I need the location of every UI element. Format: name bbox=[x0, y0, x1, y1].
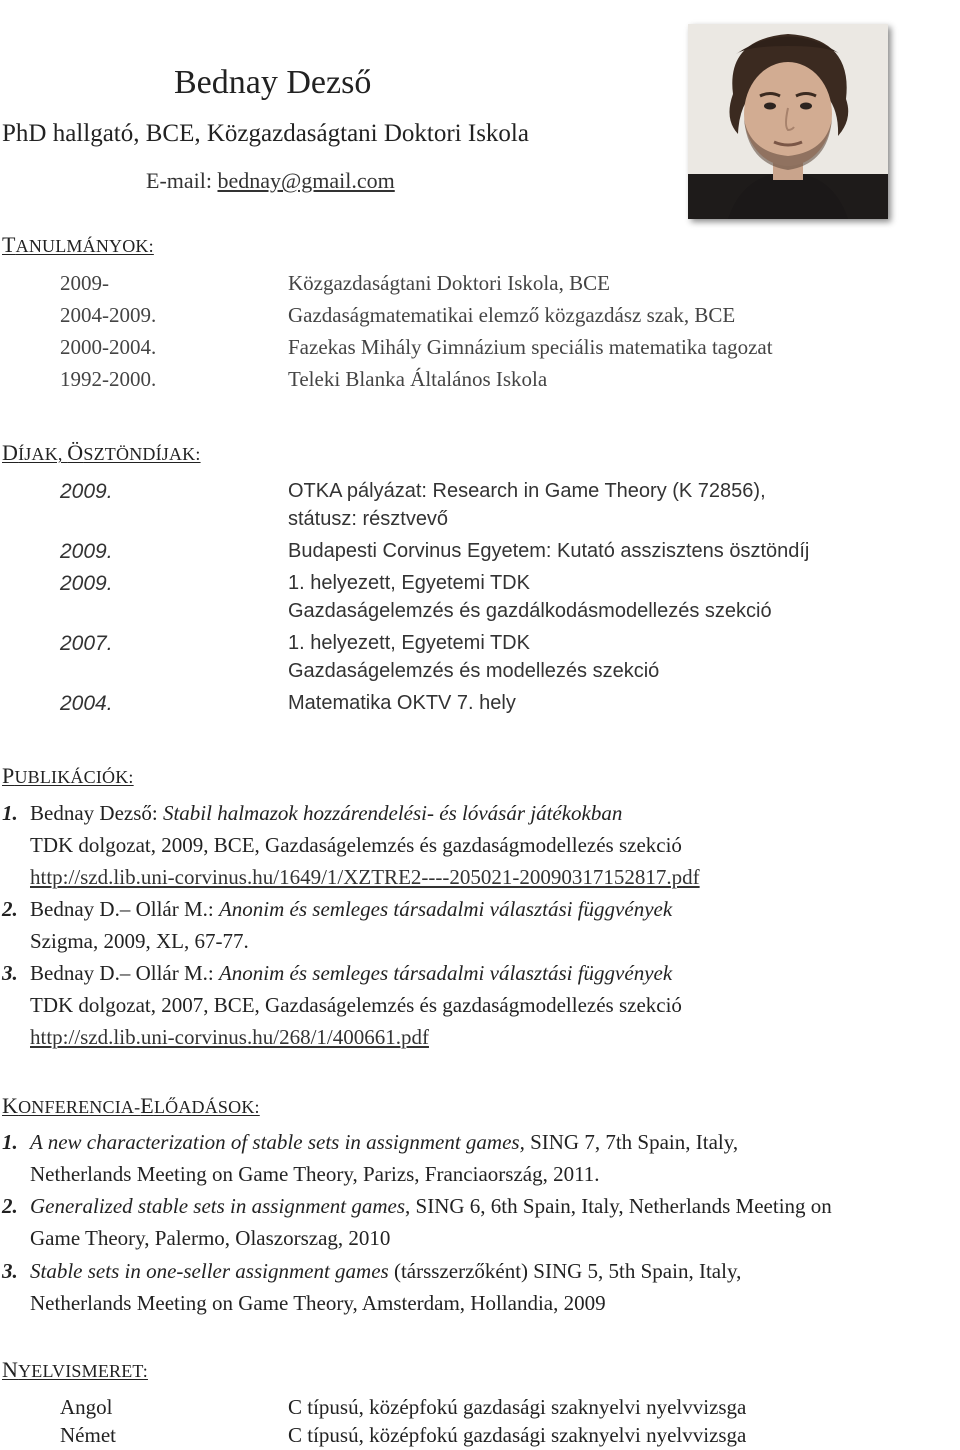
publication-authors: Bednay D.– Ollár M.: bbox=[30, 897, 214, 921]
conference-entry-cont: Netherlands Meeting on Game Theory, Amsterdam, Hollandia, 2009 bbox=[30, 1291, 606, 1315]
study-text: Fazekas Mihály Gimnázium speciális matematika tagozat bbox=[288, 335, 773, 359]
email-link[interactable]: bednay@gmail.com bbox=[217, 168, 395, 193]
publication-number: 3. bbox=[2, 961, 18, 985]
study-year: 2009- bbox=[60, 271, 109, 295]
award-text: 1. helyezett, Egyetemi TDK bbox=[288, 572, 530, 594]
conference-entry: A new characterization of stable sets in assignment games, SING 7, 7th Spain, Italy, bbox=[30, 1130, 739, 1154]
publication-authors: Bednay D.– Ollár M.: bbox=[30, 961, 214, 985]
publication-link[interactable]: http://szd.lib.uni-corvinus.hu/1649/1/XZTRE2----205021-20090317152817.pdf bbox=[30, 865, 700, 889]
study-text: Teleki Blanka Általános Iskola bbox=[288, 367, 548, 391]
study-text: Közgazdaságtani Doktori Iskola, BCE bbox=[288, 271, 610, 295]
publication-number: 1. bbox=[2, 801, 18, 825]
email-label: E-mail: bbox=[146, 168, 212, 193]
language-name: Német bbox=[60, 1423, 116, 1447]
publication-detail: Szigma, 2009, XL, 67-77. bbox=[30, 929, 249, 953]
portrait-image bbox=[688, 24, 888, 219]
conference-entry-cont: Netherlands Meeting on Game Theory, Parizs, Franciaország, 2011. bbox=[30, 1162, 600, 1186]
award-year: 2009. bbox=[60, 572, 113, 595]
language-level: C típusú, középfokú gazdasági szaknyelvi nyelvvizsga bbox=[288, 1423, 747, 1447]
publication-authors: Bednay Dezső: bbox=[30, 801, 158, 825]
conference-entry-cont: Game Theory, Palermo, Olaszorszag, 2010 bbox=[30, 1226, 391, 1250]
conference-number: 3. bbox=[2, 1259, 18, 1283]
person-name: Bednay Dezső bbox=[174, 64, 372, 101]
study-year: 2000-2004. bbox=[60, 335, 157, 359]
publication-title: Anonim és semleges társadalmi választási függvények bbox=[218, 897, 673, 921]
study-text: Gazdaságmatematikai elemző közgazdász szak, BCE bbox=[288, 303, 736, 327]
award-text: Budapesti Corvinus Egyetem: Kutató asszisztens ösztöndíj bbox=[288, 540, 810, 562]
award-year: 2009. bbox=[60, 540, 113, 563]
section-heading-publications: PUBLIKÁCIÓK: bbox=[2, 763, 134, 788]
study-year: 1992-2000. bbox=[60, 367, 157, 391]
publication-detail: TDK dolgozat, 2007, BCE, Gazdaságelemzés és gazdaságmodellezés szekció bbox=[30, 993, 682, 1017]
language-level: C típusú, középfokú gazdasági szaknyelvi nyelvvizsga bbox=[288, 1395, 747, 1419]
person-title: PhD hallgató, BCE, Közgazdaságtani Doktori Iskola bbox=[2, 120, 529, 147]
award-year: 2007. bbox=[60, 632, 113, 655]
section-heading-languages: NYELVISMERET: bbox=[2, 1357, 148, 1382]
conference-entry: Generalized stable sets in assignment games, SING 6, 6th Spain, Italy, Netherlands Meeting on bbox=[30, 1194, 832, 1218]
publication-title: Stabil halmazok hozzárendelési- és lóvásár játékokban bbox=[162, 801, 623, 825]
publication-detail: TDK dolgozat, 2009, BCE, Gazdaságelemzés és gazdaságmodellezés szekció bbox=[30, 833, 682, 857]
conference-entry: Stable sets in one-seller assignment games (társszerzőként) SING 5, 5th Spain, Italy, bbox=[30, 1259, 742, 1283]
conference-title: A new characterization of stable sets in assignment games, bbox=[30, 1130, 525, 1154]
conference-number: 1. bbox=[2, 1130, 18, 1154]
study-year: 2004-2009. bbox=[60, 303, 157, 327]
award-text: Matematika OKTV 7. hely bbox=[288, 692, 516, 714]
publication-number: 2. bbox=[2, 897, 18, 921]
conference-number: 2. bbox=[2, 1194, 18, 1218]
conference-title: Generalized stable sets in assignment games bbox=[30, 1194, 406, 1218]
email-row bbox=[146, 168, 395, 194]
publication-citation bbox=[30, 961, 672, 986]
award-year: 2004. bbox=[60, 692, 113, 715]
award-text-cont: Gazdaságelemzés és gazdálkodásmodellezés szekció bbox=[288, 600, 772, 622]
publication-citation bbox=[30, 801, 622, 826]
publication-link[interactable]: http://szd.lib.uni-corvinus.hu/268/1/400661.pdf bbox=[30, 1025, 429, 1049]
section-heading-studies: TANULMÁNYOK: bbox=[2, 232, 154, 257]
conference-title: Stable sets in one-seller assignment games bbox=[30, 1259, 389, 1283]
publication-citation bbox=[30, 897, 672, 922]
award-text-cont: státusz: résztvevő bbox=[288, 508, 449, 530]
award-text: 1. helyezett, Egyetemi TDK bbox=[288, 632, 530, 654]
award-text: OTKA pályázat: Research in Game Theory (K 72856), bbox=[288, 480, 766, 502]
profile-photo bbox=[688, 24, 888, 219]
section-heading-awards: DÍJAK, ÖSZTÖNDÍJAK: bbox=[2, 440, 201, 465]
section-heading-conferences: KONFERENCIA-ELŐADÁSOK: bbox=[2, 1093, 260, 1118]
publication-title: Anonim és semleges társadalmi választási függvények bbox=[218, 961, 673, 985]
award-year: 2009. bbox=[60, 480, 113, 503]
language-name: Angol bbox=[60, 1395, 113, 1419]
award-text-cont: Gazdaságelemzés és modellezés szekció bbox=[288, 660, 660, 682]
